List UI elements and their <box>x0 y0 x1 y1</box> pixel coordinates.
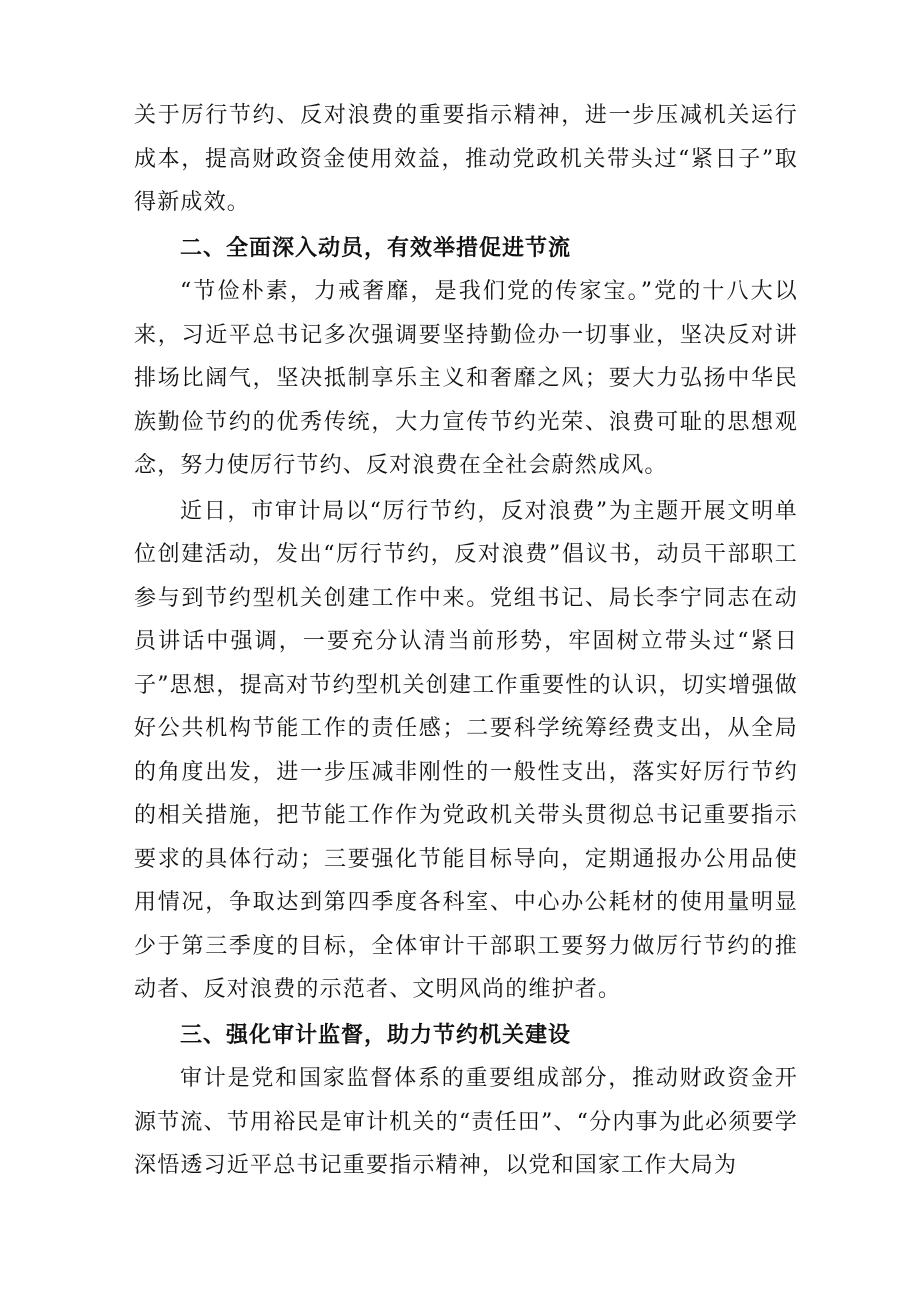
paragraph-2-1: “节俭朴素，力戒奢靡，是我们党的传家宝。”党的十八大以来，习近平总书记多次强调要坚持勤俭办一切事业，坚决反对讲排场比阔气，坚决抵制享乐主义和奢靡之风；要大力弘扬中华民族勤俭节约的优秀传统，大力宣传节约光荣、浪费可耻的思想观念，努力使厉行节约、反对浪费在全社会蔚然成风。 <box>134 279 798 478</box>
section-heading-3: 三、强化审计监督，助力节约机关建设 <box>180 1022 572 1048</box>
paragraph-2-2: 近日，市审计局以“厉行节约，反对浪费”为主题开展文明单位创建活动，发出“厉行节约，反对浪费”倡议书，动员干部职工参与到节约型机关创建工作中来。党组书记、局长李宁同志在动员讲话中强调，一要充分认清当前形势，牢固树立带头过“紧日子”思想，提高对节约型机关创建工作重要性的认识，切实增强做好公共机构节能工作的责任感；二要科学统筹经费支出，从全局的角度出发，进一步压减非刚性的一般性支出，落实好厉行节约的相关措施，把节能工作作为党政机关带头贯彻总书记重要指示要求的具体行动；三要强化节能目标导向，定期通报办公用品使用情况，争取达到第四季度各科室、中心办公耗材的使用量明显少于第三季度的目标，全体审计干部职工要努力做厉行节约的推动者、反对浪费的示范者、文明风尚的维护者。 <box>134 498 798 1002</box>
section-heading-2: 二、全面深入动员，有效举措促进节流 <box>180 235 572 261</box>
document-body <box>134 94 798 1188</box>
paragraph-continued: 关于厉行节约、反对浪费的重要指示精神，进一步压减机关运行成本，提高财政资金使用效益，推动党政机关带头过“紧日子”取得新成效。 <box>134 103 798 215</box>
paragraph-3-1: 审计是党和国家监督体系的重要组成部分，推动财政资金开源节流、节用裕民是审计机关的“责任田”、“分内事为此必须要学深悟透习近平总书记重要指示精神，以党和国家工作大局为 <box>134 1066 798 1178</box>
